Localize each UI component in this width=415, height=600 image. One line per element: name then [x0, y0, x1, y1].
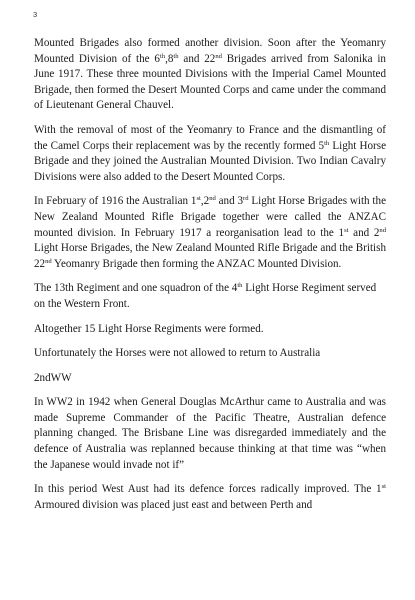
ordinal-superscript: rd: [243, 195, 249, 203]
text-run: ,8: [165, 52, 174, 65]
text-run: and 2: [348, 226, 380, 239]
ordinal-superscript: nd: [215, 52, 222, 60]
ordinal-superscript: st: [344, 226, 349, 234]
text-run: Light Horse Brigades, the New Zealand Mounted Rifle Brigade and the British 22: [34, 242, 386, 270]
ordinal-superscript: th: [237, 282, 243, 290]
paragraph-anzac-division: [34, 194, 386, 272]
text-run: Armoured division was placed just east and between Perth and: [34, 498, 313, 511]
paragraph-ww2-mcarthur: [34, 395, 386, 473]
text-run: Light Horse Brigades with the New Zealand Mounted Rifle Brigade together were called the ANZAC mounted division. In February 1917 a reorganisation lead to the 1: [34, 195, 386, 239]
ordinal-superscript: nd: [45, 257, 52, 265]
text-run: With the removal of most of the Yeomanry to France and the dismantling of the Camel Corps their replacement was by the recently formed 5: [34, 123, 386, 152]
text-run: Light Horse Regiment served on the Western Front.: [34, 282, 377, 310]
text-run: Yeomanry Brigade then forming the ANZAC Mounted Division.: [51, 257, 342, 270]
paragraph-mounted-brigades: [34, 36, 386, 114]
ordinal-superscript: nd: [209, 195, 216, 203]
text-run: and 22: [178, 52, 216, 65]
text-run: 2ndWW: [34, 371, 72, 384]
text-run: Brigades arrived from Salonika in June 1917. These three mounted Divisions with the Imperial Camel Mounted Brigade, then formed the Desert Mounted Corps and came under the command of Lieutenant General Chauvel.: [34, 52, 386, 112]
text-run: In this period West Aust had its defence forces radically improved. The 1: [34, 483, 382, 496]
text-run: Mounted Brigades also formed another division. Soon after the Yeomanry Mounted Division of the 6: [34, 37, 386, 65]
text-run: Light Horse Brigade and they joined the Australian Mounted Division. Two Indian Cavalry Divisions were also added to the Desert Mounted Corps.: [34, 139, 386, 183]
section-heading-2ndww: [34, 371, 386, 387]
paragraph-west-aust-defence: [34, 482, 386, 513]
page-number: 3: [33, 10, 38, 19]
ordinal-superscript: th: [173, 52, 179, 60]
paragraph-yeomanry-removal: [34, 123, 386, 185]
text-run: Altogether 15 Light Horse Regiments were formed.: [34, 322, 264, 335]
ordinal-superscript: nd: [379, 226, 386, 234]
paragraph-horses: [34, 346, 386, 362]
paragraph-regiments-formed: [34, 322, 386, 338]
ordinal-superscript: st: [196, 195, 201, 203]
ordinal-superscript: th: [324, 139, 330, 147]
text-run: and 3: [215, 195, 244, 208]
text-run: ,2: [200, 195, 210, 208]
paragraph-13th-regiment: [34, 281, 386, 312]
text-run: In February of 1916 the Australian 1: [34, 195, 197, 208]
text-run: Unfortunately the Horses were not allowed to return to Australia: [34, 347, 321, 360]
ordinal-superscript: th: [159, 52, 166, 60]
ordinal-superscript: st: [381, 483, 386, 491]
document-body: [34, 36, 386, 513]
text-run: In WW2 in 1942 when General Douglas McArthur came to Australia and was made Supreme Commander of the Pacific Theatre, Australian defence planning changed. The Brisbane Line was disregarded immediately and the defence of Australia was replanned because thinking at that time was “when the Japanese would invade not if”: [34, 396, 386, 471]
text-run: The 13th Regiment and one squadron of the 4: [34, 282, 238, 295]
